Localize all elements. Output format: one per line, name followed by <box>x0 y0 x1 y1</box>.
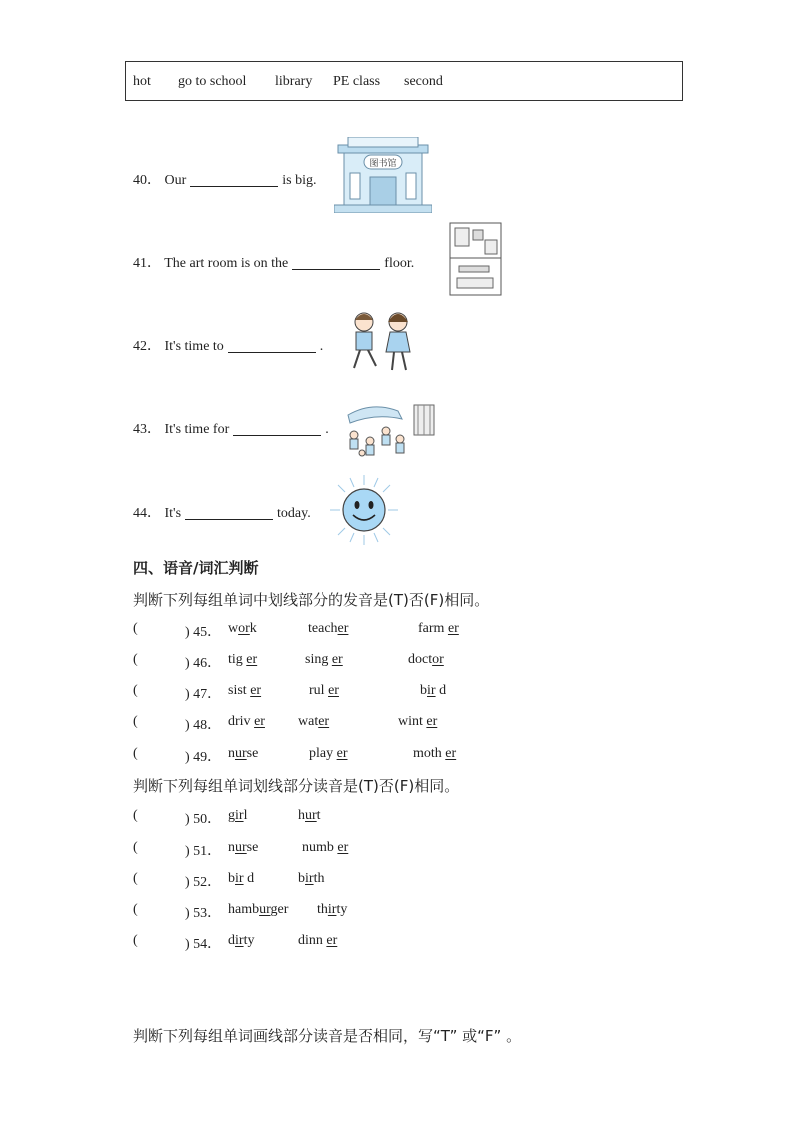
item-number: ) 53． <box>185 906 222 921</box>
question-text: It's time to <box>164 339 224 354</box>
word-bank-item: second <box>404 74 443 89</box>
answer-paren[interactable]: ( <box>133 871 138 886</box>
item-number: ) 47． <box>185 687 222 702</box>
question-number: 41． <box>133 256 161 271</box>
answer-paren[interactable]: ( <box>133 621 138 636</box>
smiling-sun-icon <box>326 475 402 545</box>
answer-blank[interactable] <box>292 255 380 270</box>
word-bank-item: library <box>275 74 313 89</box>
question-text: Our <box>164 173 187 188</box>
word-bank-item: go to school <box>178 74 247 89</box>
question-text: . <box>325 422 329 437</box>
question-text: today. <box>277 506 311 521</box>
question-text: The art room is on the <box>164 256 289 271</box>
word: wint er <box>398 714 438 729</box>
word: nurse <box>228 746 259 761</box>
word: work <box>228 621 257 636</box>
word: play er <box>309 746 348 761</box>
question-text: It's time for <box>164 422 230 437</box>
question-44 <box>133 502 311 522</box>
word: moth er <box>413 746 457 761</box>
word: water <box>298 714 330 729</box>
library-building-icon <box>334 137 432 213</box>
item-number: ) 45． <box>185 625 222 640</box>
two-floor-building-icon <box>449 222 502 296</box>
answer-paren[interactable]: ( <box>133 808 138 823</box>
question-43 <box>133 418 329 438</box>
answer-blank[interactable] <box>190 172 278 187</box>
word: thirty <box>317 902 348 917</box>
word: driv er <box>228 714 265 729</box>
item-number: ) 52． <box>185 875 222 890</box>
word: numb er <box>302 840 349 855</box>
word: teacher <box>308 621 349 636</box>
word: nurse <box>228 840 259 855</box>
word: birth <box>298 871 325 886</box>
word: dirty <box>228 933 255 948</box>
answer-paren[interactable]: ( <box>133 652 138 667</box>
answer-paren[interactable]: ( <box>133 746 138 761</box>
word: rul er <box>309 683 339 698</box>
library-sign: 图书馆 <box>369 159 397 169</box>
instruction-2: 判断下列每组单词划线部分读音是(T)否(F)相同。 <box>133 777 460 795</box>
word-bank-item: hot <box>133 74 151 89</box>
word: hurt <box>298 808 321 823</box>
question-text: floor. <box>384 256 415 271</box>
word-bank-item: PE class <box>333 74 381 89</box>
answer-blank[interactable] <box>233 421 321 436</box>
answer-paren[interactable]: ( <box>133 902 138 917</box>
word: doctor <box>408 652 444 667</box>
word: sing er <box>305 652 343 667</box>
word-bank-box <box>125 61 683 101</box>
item-number: ) 50． <box>185 812 222 827</box>
answer-blank[interactable] <box>228 338 316 353</box>
answer-paren[interactable]: ( <box>133 933 138 948</box>
question-number: 44． <box>133 506 161 521</box>
answer-paren[interactable]: ( <box>133 683 138 698</box>
question-41 <box>133 252 414 272</box>
word: sist er <box>228 683 262 698</box>
question-number: 42． <box>133 339 161 354</box>
item-number: ) 51． <box>185 844 222 859</box>
item-number: ) 46． <box>185 656 222 671</box>
word: dinn er <box>298 933 338 948</box>
word: bir d <box>420 683 447 698</box>
answer-blank[interactable] <box>185 505 273 520</box>
question-text: . <box>319 339 324 354</box>
question-text: It's <box>164 506 182 521</box>
item-number: ) 48． <box>185 718 222 733</box>
item-number: ) 54． <box>185 937 222 952</box>
answer-paren[interactable]: ( <box>133 714 138 729</box>
word: hamburger <box>228 902 289 917</box>
question-40 <box>133 169 317 189</box>
instruction-1: 判断下列每组单词中划线部分的发音是(T)否(F)相同。 <box>133 591 490 609</box>
instruction-3: 判断下列每组单词画线部分读音是否相同，写“T” 或“F” 。 <box>133 1027 522 1045</box>
question-number: 40． <box>133 173 161 188</box>
answer-paren[interactable]: ( <box>133 840 138 855</box>
word: bir d <box>228 871 255 886</box>
question-number: 43． <box>133 422 161 437</box>
item-number: ) 49． <box>185 750 222 765</box>
question-text: is big. <box>282 173 317 188</box>
word: girl <box>228 808 248 823</box>
section-title: 四、语音/词汇判断 <box>133 559 259 577</box>
word: tig er <box>228 652 258 667</box>
kids-walking-to-school-icon <box>348 308 420 374</box>
kids-pe-class-icon <box>342 401 438 463</box>
question-42 <box>133 335 323 355</box>
word: farm er <box>418 621 459 636</box>
